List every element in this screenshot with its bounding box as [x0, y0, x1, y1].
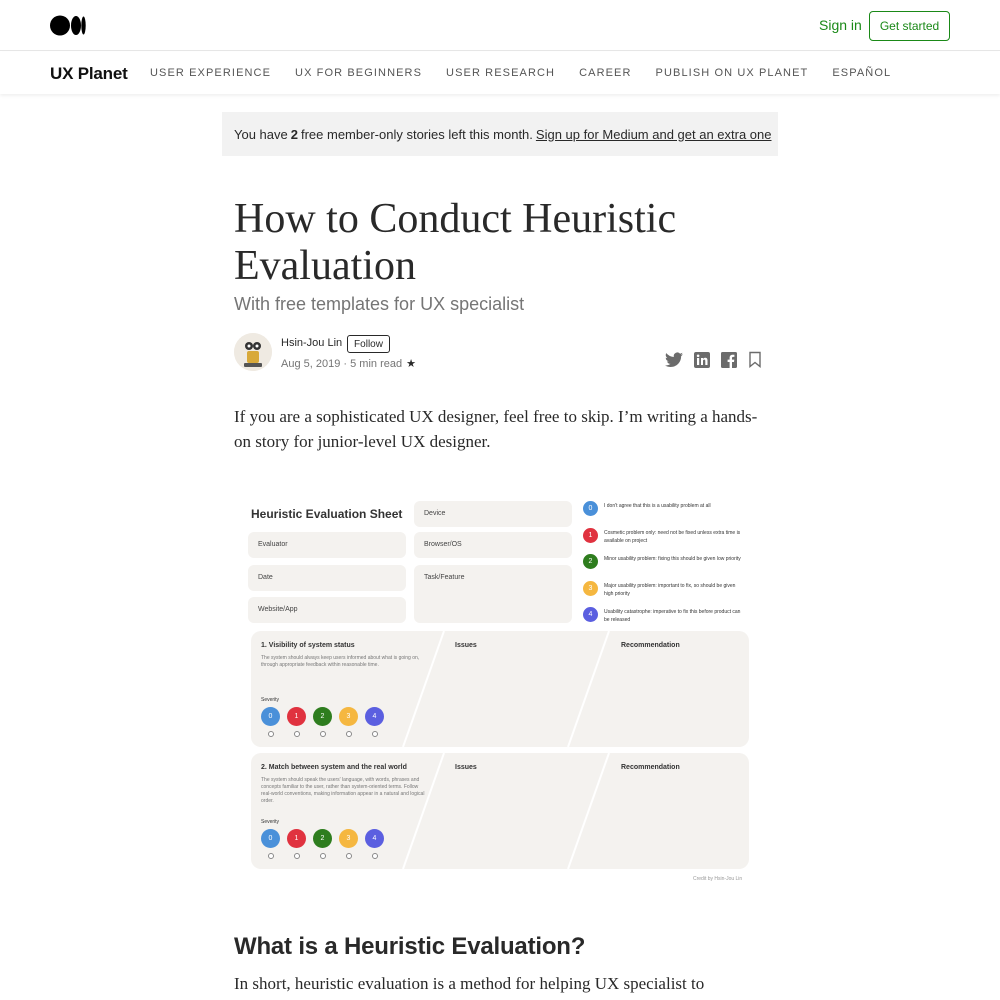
linkedin-icon[interactable] [694, 352, 710, 368]
field-date: Date [248, 565, 406, 591]
bookmark-icon[interactable] [748, 351, 762, 368]
severity-radio [294, 731, 300, 737]
recommendation-label: Recommendation [621, 764, 680, 771]
avatar-image [234, 333, 272, 371]
heuristic-sheet-image [240, 490, 760, 890]
author-name[interactable]: Hsin-Jou Lin [281, 337, 343, 349]
legend-text: Cosmetic problem only: need not be fixed unless extra time is available on project [604, 530, 741, 544]
read-time: 5 min read [350, 358, 403, 370]
card-description: The system should speak the users' language, with words, phrases and concepts familiar to the user, rather than system-oriented terms. Follow real-world conventions, making information appear in a natural and logical order. [261, 777, 425, 804]
banner-suffix: free member-only stories left this month. [300, 126, 533, 142]
heuristic-card [251, 753, 749, 869]
legend-row [583, 501, 744, 516]
publish-date: Aug 5, 2019 [281, 358, 341, 370]
card-heading: 2. Match between system and the real world [261, 764, 407, 771]
article-title: How to Conduct Heuristic Evaluation [234, 196, 677, 289]
publication-nav [150, 67, 891, 79]
severity-dot: 3 [339, 707, 358, 726]
severity-dot: 4 [583, 607, 598, 622]
banner-count: 2 [290, 126, 298, 142]
avatar[interactable] [234, 333, 272, 371]
sign-in-link[interactable]: Sign in [819, 17, 862, 33]
severity-radio [320, 731, 326, 737]
nav-career[interactable]: CAREER [579, 67, 632, 79]
severity-dot: 3 [339, 829, 358, 848]
issues-label: Issues [455, 642, 477, 649]
follow-button[interactable]: Follow [347, 335, 390, 353]
twitter-icon[interactable] [665, 352, 683, 368]
severity-label: Severity [261, 819, 280, 825]
severity-radio [372, 731, 378, 737]
sheet-title: Heuristic Evaluation Sheet [251, 507, 403, 521]
section-heading: What is a Heuristic Evaluation? [234, 933, 586, 960]
severity-radio [294, 853, 300, 859]
banner-prefix: You have [234, 126, 288, 142]
legend-text: Usability catastrophe: imperative to fix this before product can be released [604, 609, 741, 623]
article-subtitle: With free templates for UX specialist [234, 294, 525, 314]
severity-dot: 4 [365, 829, 384, 848]
legend-text: I don't agree that this is a usability problem at all [604, 503, 711, 509]
heuristic-card [251, 631, 749, 747]
severity-dot: 1 [583, 528, 598, 543]
share-icons [665, 351, 762, 368]
legend-row [583, 528, 744, 545]
severity-dot: 2 [313, 829, 332, 848]
field-device: Device [414, 501, 572, 527]
issues-label: Issues [455, 764, 477, 771]
top-bar [0, 0, 1000, 51]
publication-name[interactable]: UX Planet [50, 64, 128, 83]
medium-logo-icon[interactable] [50, 15, 86, 36]
severity-radio [372, 853, 378, 859]
severity-dot: 3 [583, 581, 598, 596]
severity-dot: 2 [583, 554, 598, 569]
severity-dot: 0 [261, 829, 280, 848]
nav-espanol[interactable]: ESPAÑOL [832, 67, 892, 79]
get-started-button[interactable]: Get started [869, 11, 950, 41]
publication-bar [0, 52, 1000, 94]
nav-user-experience[interactable]: USER EXPERIENCE [150, 67, 272, 79]
severity-radio [268, 731, 274, 737]
severity-label: Severity [261, 697, 280, 703]
body-paragraph: In short, heuristic evaluation is a method for helping UX specialist to [234, 974, 705, 993]
severity-radio [320, 853, 326, 859]
severity-dot: 0 [583, 501, 598, 516]
severity-dot: 0 [261, 707, 280, 726]
severity-radio [346, 731, 352, 737]
severity-radio [268, 853, 274, 859]
card-description: The system should always keep users informed about what is going on, through appropriate feedback within reasonable time. [261, 655, 420, 668]
legend-row [583, 554, 744, 569]
field-task-feature: Task/Feature [414, 565, 572, 623]
legend-row [583, 607, 744, 624]
severity-dot: 1 [287, 707, 306, 726]
severity-dot: 2 [313, 707, 332, 726]
legend-text: Minor usability problem: fixing this should be given low priority [604, 556, 741, 562]
severity-options [261, 707, 384, 737]
field-website-app: Website/App [248, 597, 406, 623]
nav-publish[interactable]: PUBLISH ON UX PLANET [655, 67, 809, 79]
severity-radio [346, 853, 352, 859]
facebook-icon[interactable] [721, 352, 737, 368]
recommendation-label: Recommendation [621, 642, 680, 649]
field-evaluator: Evaluator [248, 532, 406, 558]
severity-dot: 4 [365, 707, 384, 726]
nav-ux-for-beginners[interactable]: UX FOR BEGINNERS [295, 67, 423, 79]
card-heading: 1. Visibility of system status [261, 642, 355, 649]
severity-dot: 1 [287, 829, 306, 848]
member-star-icon: ★ [406, 358, 416, 370]
lead-paragraph: If you are a sophisticated UX designer, feel free to skip. I’m writing a hands-on story for junior-level UX designer. [234, 407, 758, 451]
member-banner [222, 112, 778, 156]
legend-text: Major usability problem: important to fix, so should be given high priority [604, 583, 736, 597]
nav-user-research[interactable]: USER RESEARCH [446, 67, 556, 79]
field-browser-os: Browser/OS [414, 532, 572, 558]
severity-options [261, 829, 384, 859]
article-meta: Aug 5, 2019 · 5 min read ★ [281, 358, 416, 370]
signup-link[interactable]: Sign up for Medium and get an extra one [535, 126, 772, 142]
image-credit: Credit by Hsin-Jou Lin [693, 876, 743, 882]
legend-row [583, 581, 744, 598]
